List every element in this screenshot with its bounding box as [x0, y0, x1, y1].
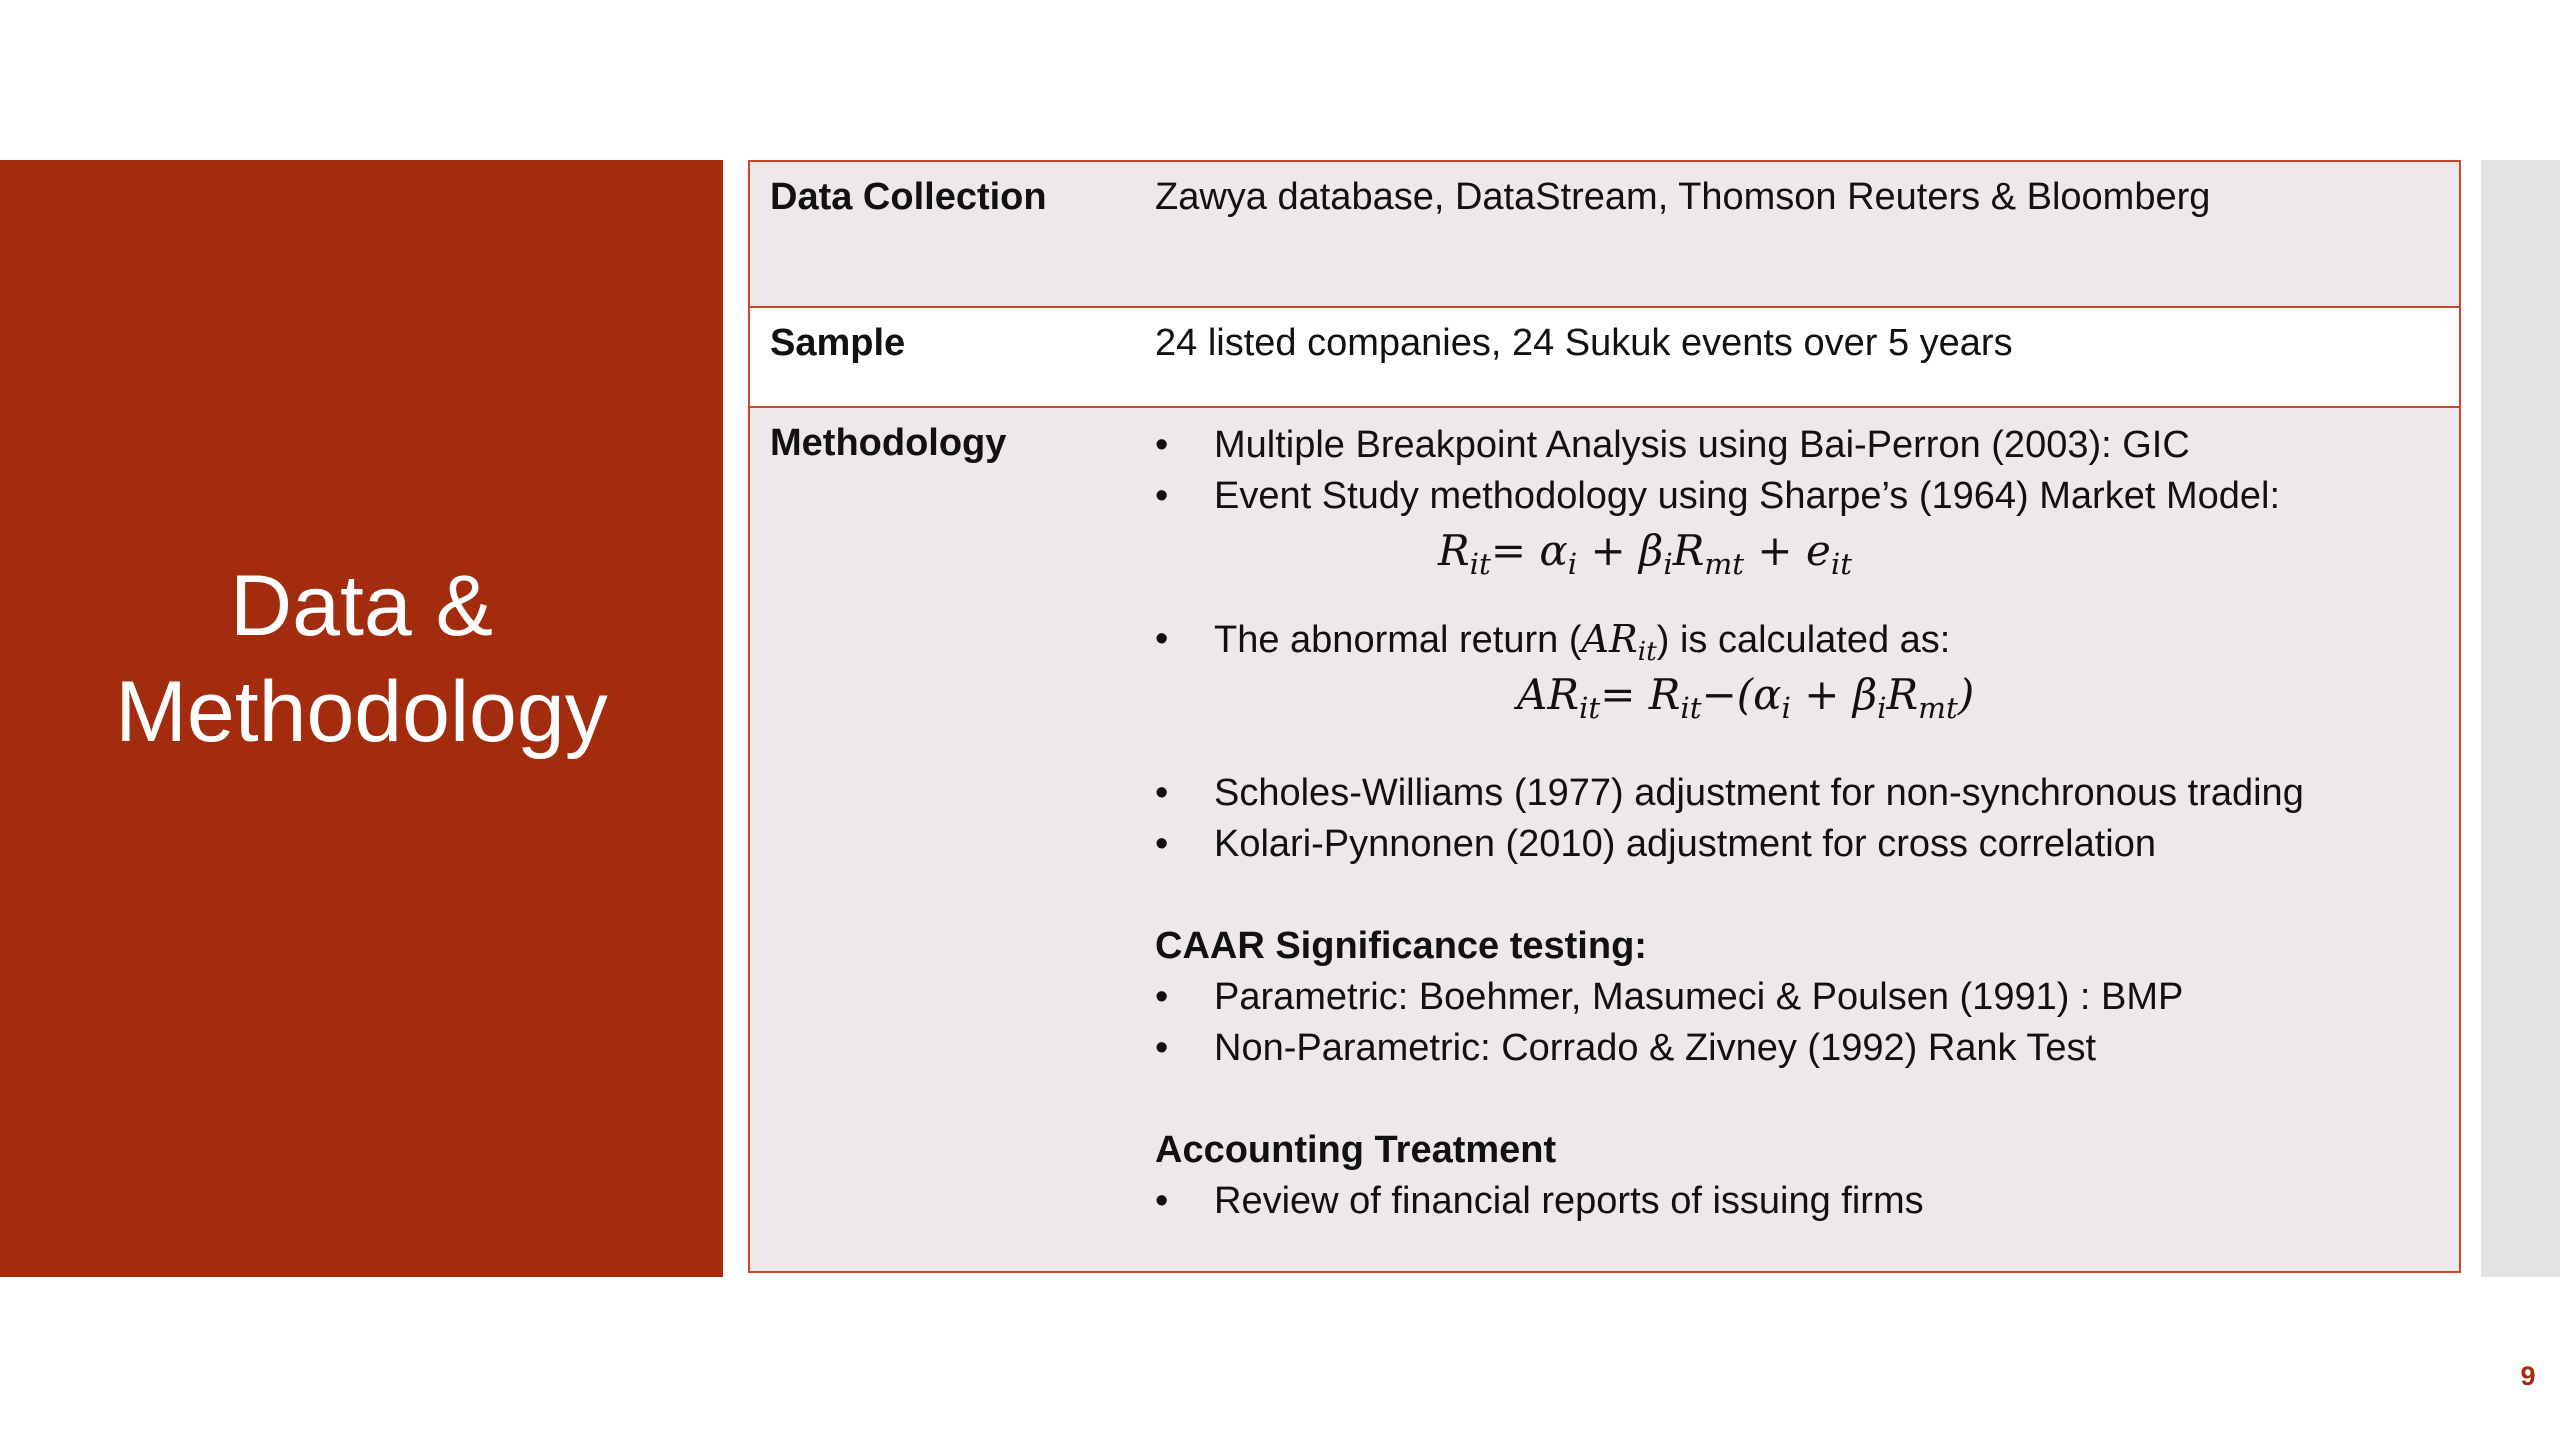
row-label-sample: Sample	[770, 322, 906, 364]
list-item: • Multiple Breakpoint Analysis using Bai-Perron (2003): GIC	[1155, 420, 2415, 471]
abnormal-return-equation: $AR_{it}= R_{it}-(\alpha_i + \beta_iR_{mt})$	[1517, 670, 1975, 725]
row-label-methodology: Methodology	[770, 422, 1007, 464]
spacer	[1155, 870, 2415, 921]
accounting-heading: Accounting Treatment	[1155, 1129, 1557, 1171]
slide-title-line-1: Data &	[230, 557, 493, 654]
methodology-bullets-a	[1155, 420, 2415, 522]
right-side-strip	[2481, 160, 2560, 1277]
slide-title-line-2: Methodology	[115, 663, 608, 760]
ar-text-after: ) is calculated as:	[1656, 619, 1951, 661]
methodology-table	[748, 160, 2461, 1273]
list-item	[1155, 614, 2415, 666]
row-value-sample: 24 listed companies, 24 Sukuk events over 5 years	[1155, 322, 2013, 364]
list-item: • Kolari-Pynnonen (2010) adjustment for cross correlation	[1155, 819, 2415, 870]
row-label-data-collection: Data Collection	[770, 176, 1047, 218]
table-row-data-collection	[750, 162, 2459, 308]
caar-bullets	[1155, 972, 2415, 1074]
list-item: • Review of financial reports of issuing firms	[1155, 1176, 2415, 1227]
list-item: • Scholes-Williams (1977) adjustment for non-synchronous trading	[1155, 768, 2415, 819]
slide-title	[115, 553, 607, 765]
ar-text-before: The abnormal return (	[1214, 619, 1582, 661]
row-value-data-collection: Zawya database, DataStream, Thomson Reuters & Bloomberg	[1155, 176, 2211, 218]
accounting-bullets	[1155, 1176, 2415, 1227]
market-model-equation: $R_{it}= \alpha_i + \beta_iR_{mt} + e_{it}$	[1438, 526, 1853, 581]
caar-heading: CAAR Significance testing:	[1155, 925, 1647, 967]
abnormal-return-bullet	[1155, 614, 2415, 666]
spacer	[1155, 1074, 2415, 1125]
table-row-sample	[750, 308, 2459, 408]
list-item: • Parametric: Boehmer, Masumeci & Poulsen (1991) : BMP	[1155, 972, 2415, 1023]
ar-math-symbol: $AR_{it}$	[1581, 617, 1657, 667]
methodology-bullets-b	[1155, 768, 2415, 870]
list-item: • Event Study methodology using Sharpe’s (1964) Market Model:	[1155, 471, 2415, 522]
title-panel	[0, 160, 723, 1277]
list-item: • Non-Parametric: Corrado & Zivney (1992) Rank Test	[1155, 1023, 2415, 1074]
page-number: 9	[2520, 1361, 2536, 1391]
table-row-methodology	[750, 408, 2459, 1271]
methodology-content	[1155, 420, 2415, 1227]
